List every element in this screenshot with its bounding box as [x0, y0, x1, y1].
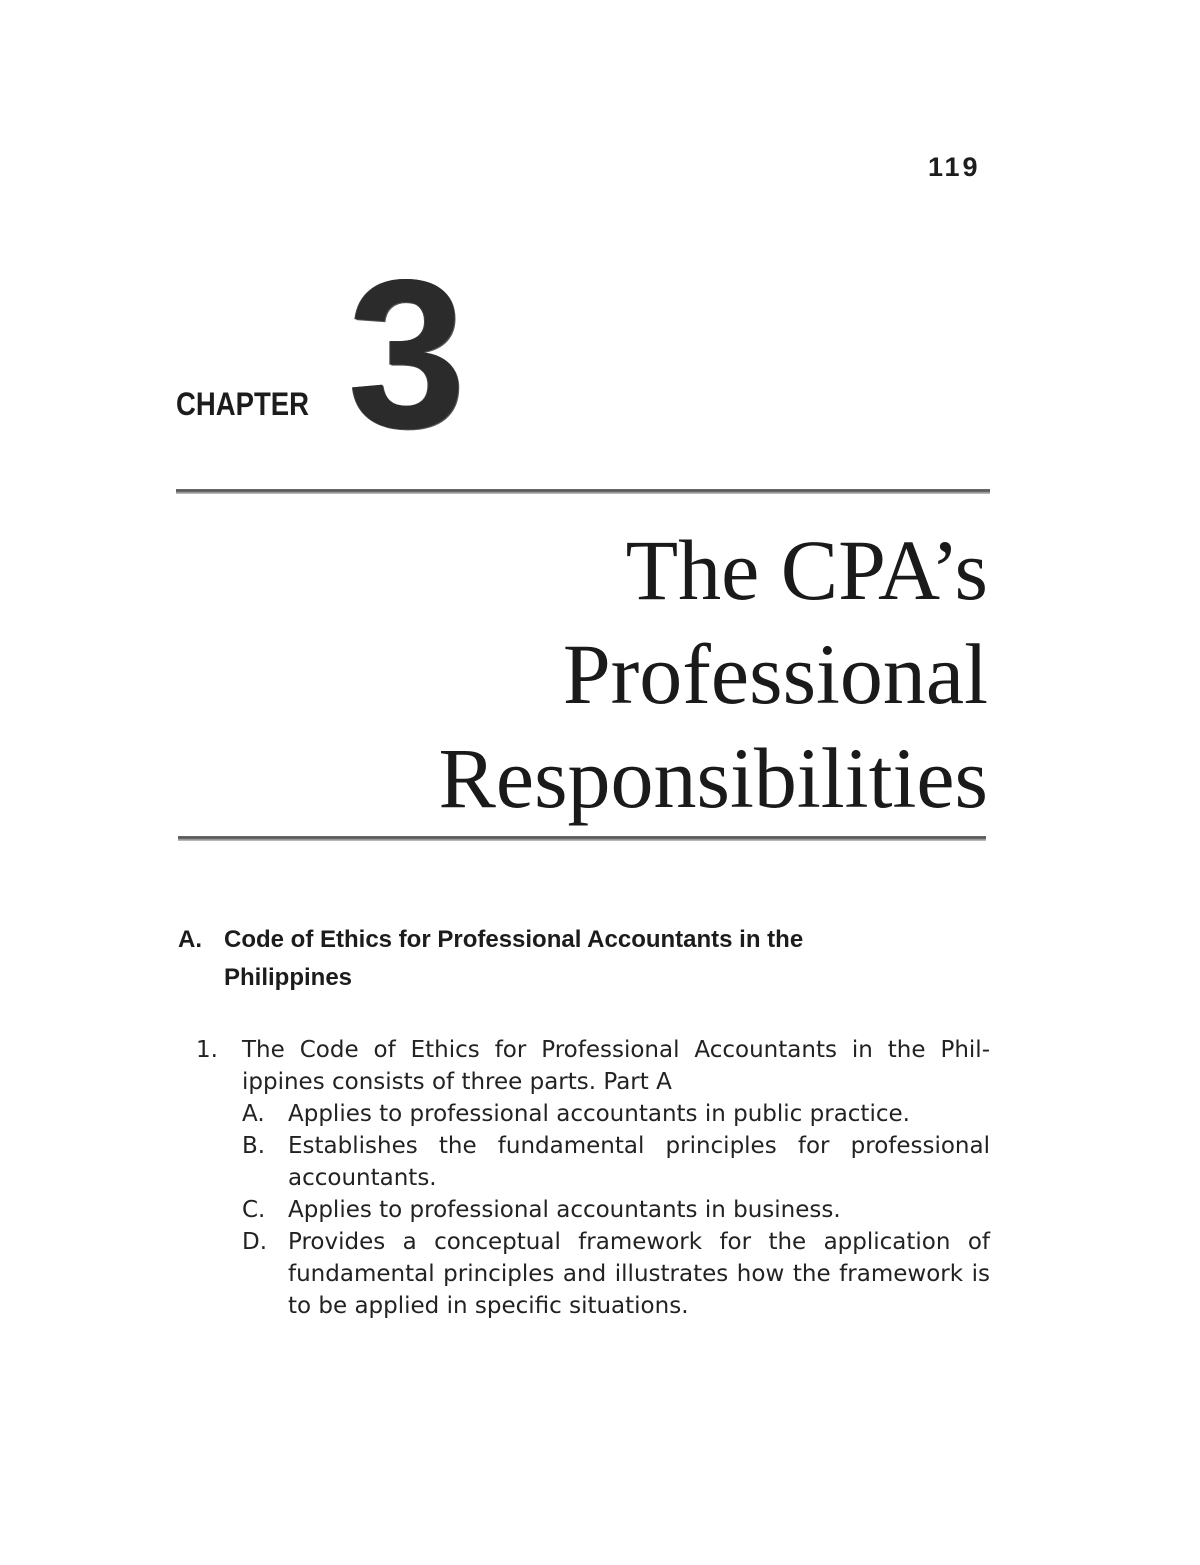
- choice-letter: C.: [242, 1197, 266, 1223]
- title-rule-top: [176, 489, 990, 494]
- choice-text: Applies to professional accountants in business.: [288, 1197, 841, 1223]
- choice-letter: A.: [242, 1101, 265, 1127]
- choice-text: Establishes the fundamental principles for professional accountants.: [288, 1133, 990, 1191]
- title-rule-bottom: [178, 836, 986, 841]
- question-number: 1.: [196, 1037, 218, 1063]
- section-title: Code of Ethics for Professional Accountants in the Philippines: [224, 926, 804, 991]
- choice-letter: D.: [242, 1229, 268, 1255]
- choice-c: [242, 1194, 990, 1226]
- choice-a: [242, 1098, 990, 1130]
- question-stem: The Code of Ethics for Professional Accountants in the Philippines consists of three parts. Part A: [242, 1037, 990, 1095]
- answer-choices: [196, 1098, 990, 1322]
- choice-d: [242, 1226, 990, 1322]
- section-heading: [178, 921, 918, 997]
- question-1: [196, 1034, 990, 1322]
- page-number: 119: [928, 152, 981, 182]
- chapter-title-line-1: The CPA’s: [625, 522, 988, 618]
- choice-text: Provides a conceptual framework for the application of fundamental principles and illustrates how the framework is to be applied in specific situations.: [288, 1229, 990, 1319]
- chapter-number: 3: [348, 235, 466, 472]
- section-letter: A.: [178, 926, 202, 953]
- chapter-title-line-2: Professional: [562, 626, 988, 722]
- choice-text: Applies to professional accountants in public practice.: [288, 1101, 910, 1127]
- chapter-title: [439, 518, 988, 830]
- choice-letter: B.: [242, 1133, 266, 1159]
- chapter-label: CHAPTER: [176, 386, 310, 422]
- chapter-title-line-3: Responsibilities: [438, 730, 988, 826]
- question-stem-row: [196, 1034, 990, 1098]
- choice-b: [242, 1130, 990, 1194]
